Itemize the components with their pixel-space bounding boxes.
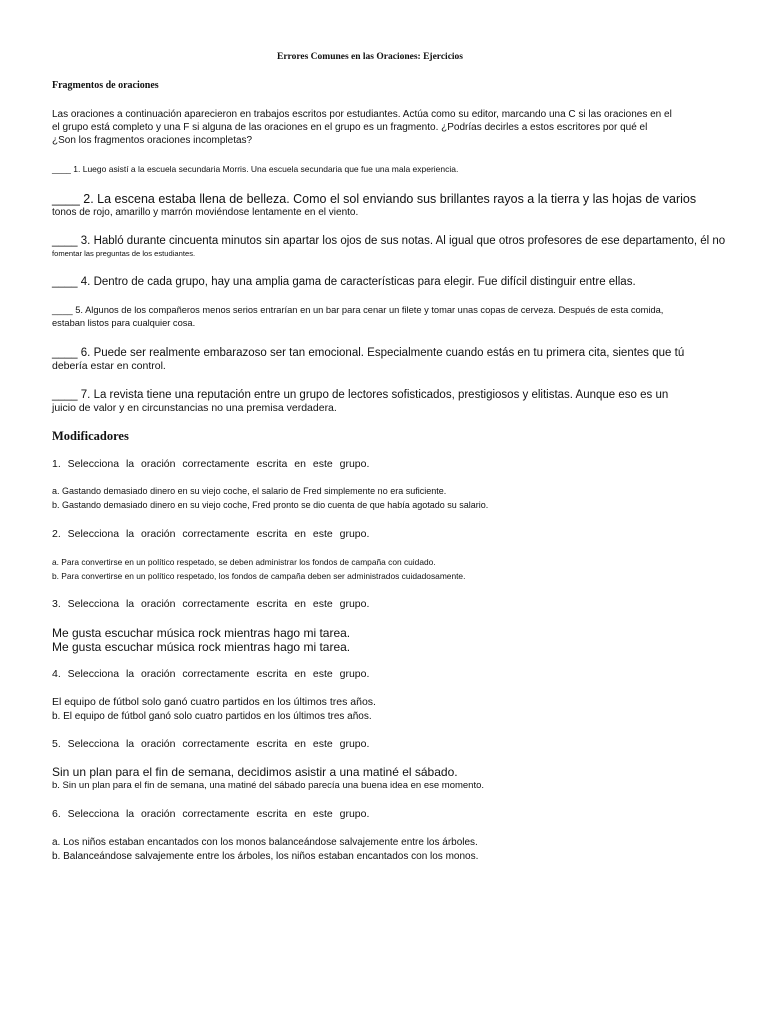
- question-1: [52, 458, 768, 471]
- section-heading-fragmentos: Fragmentos de oraciones: [52, 80, 159, 91]
- exercise-item-6: [52, 347, 768, 373]
- exercise-line: debería estar en control.: [52, 360, 166, 372]
- question-4-options: [52, 696, 768, 723]
- question-prompt: 1. Selecciona la oración correctamente escrita en este grupo.: [52, 458, 370, 470]
- exercise-item-2: [52, 193, 768, 219]
- question-2: [52, 528, 768, 541]
- exercise-item-4: [52, 276, 768, 289]
- answer-option: a. Gastando demasiado dinero en su viejo coche, el salario de Fred simplemente no era suficiente.: [52, 486, 447, 496]
- question-3-options: [52, 627, 768, 654]
- answer-option: b. Sin un plan para el fin de semana, una matiné del sábado parecía una buena idea en ese momento.: [52, 780, 485, 791]
- exercise-line: ____ 3. Habló durante cincuenta minutos sin apartar los ojos de sus notas. Al igual que otros profesores de ese departamento, él no: [52, 235, 726, 247]
- exercise-line: ____ 4. Dentro de cada grupo, hay una amplia gama de características para elegir. Fue difícil distinguir entre ellas.: [52, 276, 636, 288]
- instructions: [52, 108, 768, 147]
- question-prompt: 4. Selecciona la oración correctamente escrita en este grupo.: [52, 668, 370, 680]
- instructions-line: el grupo está completo y una F si alguna de las oraciones en el grupo es un fragmento. ¿Podrías decirles a estos escritores por qué el: [52, 122, 648, 133]
- answer-option: Sin un plan para el fin de semana, decidimos asistir a una matiné el sábado.: [52, 765, 458, 779]
- instructions-line: ¿Son los fragmentos oraciones incompletas?: [52, 135, 253, 146]
- exercise-line: ____ 6. Puede ser realmente embarazoso ser tan emocional. Especialmente cuando estás en tu primera cita, sientes que tú: [52, 347, 685, 359]
- exercise-line: estaban listos para cualquier cosa.: [52, 318, 196, 328]
- exercise-line: ____ 7. La revista tiene una reputación entre un grupo de lectores sofisticados, prestigiosos y elitistas. Aunque eso es un: [52, 389, 669, 401]
- answer-option: a. Para convertirse en un político respetado, se deben administrar los fondos de campaña con cuidado.: [52, 557, 436, 567]
- answer-option: a. Los niños estaban encantados con los monos balanceándose salvajemente entre los árboles.: [52, 837, 478, 848]
- exercise-line: fomentar las preguntas de los estudiantes.: [52, 249, 196, 258]
- page-title: Errores Comunes en las Oraciones: Ejercicios: [276, 52, 463, 62]
- exercise-item-1: [52, 164, 768, 175]
- answer-option: El equipo de fútbol solo ganó cuatro partidos en los últimos tres años.: [52, 696, 376, 708]
- question-prompt: 2. Selecciona la oración correctamente escrita en este grupo.: [52, 528, 370, 540]
- answer-option: b. Para convertirse en un político respetado, los fondos de campaña deben ser administrados cuidadosamente.: [52, 570, 466, 581]
- section-heading-modificadores: Modificadores: [52, 429, 129, 443]
- question-4: [52, 668, 768, 681]
- question-3: [52, 598, 768, 611]
- exercise-line: ____ 1. Luego asistí a la escuela secundaria Morris. Una escuela secundaria que fue una mala experiencia.: [52, 164, 459, 174]
- question-prompt: 3. Selecciona la oración correctamente escrita en este grupo.: [52, 598, 370, 610]
- question-prompt: 5. Selecciona la oración correctamente escrita en este grupo.: [52, 738, 370, 750]
- answer-option: b. Balanceándose salvajemente entre los árboles, los niños estaban encantados con los monos.: [52, 851, 479, 862]
- answer-option: Me gusta escuchar música rock mientras hago mi tarea.: [52, 626, 351, 640]
- exercise-line: juicio de valor y en circunstancias no una premisa verdadera.: [52, 402, 337, 414]
- exercise-line: ____ 2. La escena estaba llena de belleza. Como el sol enviando sus brillantes rayos a la tierra y las hojas de varios: [52, 192, 697, 206]
- exercise-item-7: [52, 389, 768, 415]
- question-6: [52, 808, 768, 821]
- question-2-options: [52, 556, 768, 583]
- exercise-line: tonos de rojo, amarillo y marrón moviéndose lentamente en el viento.: [52, 207, 359, 218]
- answer-option: b. Gastando demasiado dinero en su viejo coche, Fred pronto se dio cuenta de que había agotado su salario.: [52, 499, 489, 510]
- answer-option: Me gusta escuchar música rock mientras hago mi tarea.: [52, 639, 351, 654]
- exercise-item-5: [52, 304, 768, 330]
- question-1-options: [52, 485, 768, 512]
- question-5-options: [52, 765, 768, 792]
- question-6-options: [52, 836, 768, 864]
- question-prompt: 6. Selecciona la oración correctamente escrita en este grupo.: [52, 808, 370, 820]
- instructions-line: Las oraciones a continuación aparecieron en trabajos escritos por estudiantes. Actúa como su editor, marcando una C si las oraciones en el: [52, 109, 672, 120]
- exercise-line: ____ 5. Algunos de los compañeros menos serios entrarían en un bar para cenar un filete y tomar unas copas de cerveza. Después de esta comida,: [52, 305, 664, 315]
- exercise-item-3: [52, 235, 768, 259]
- question-5: [52, 738, 768, 751]
- answer-option: b. El equipo de fútbol ganó solo cuatro partidos en los últimos tres años.: [52, 710, 372, 722]
